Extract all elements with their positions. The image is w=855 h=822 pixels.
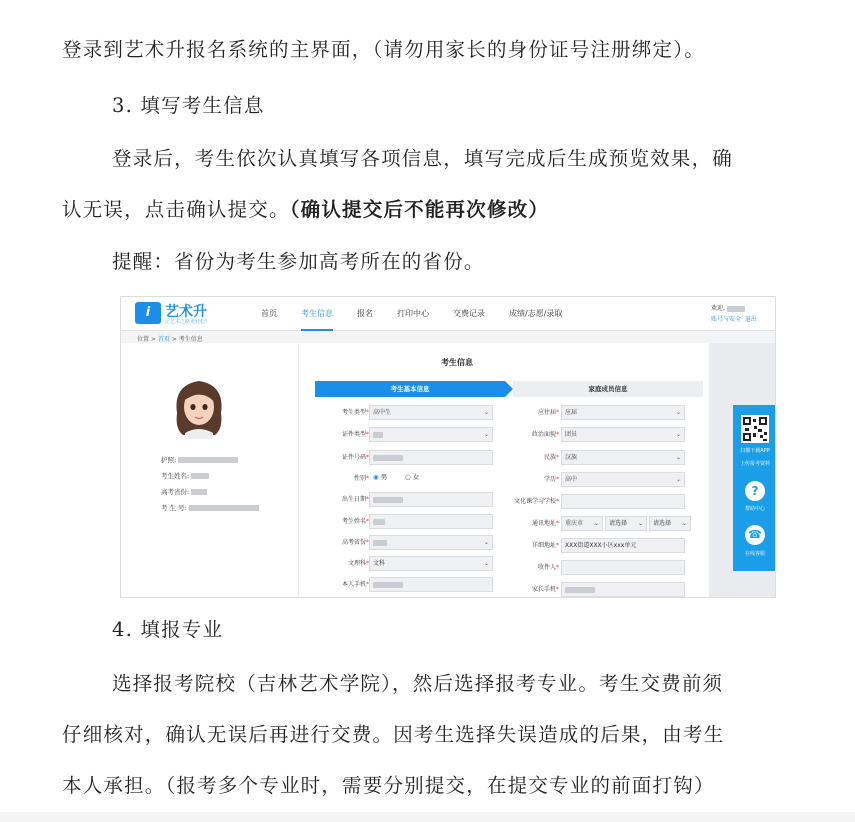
id-type-select[interactable] xyxy=(369,427,493,442)
label-ethnicity: 民族* xyxy=(543,454,559,461)
label-mailing-address: 通讯地址* xyxy=(531,520,559,527)
scan-download-text[interactable]: 扫描下载APP xyxy=(740,448,770,454)
gender-radio-female[interactable]: ○ 女 xyxy=(405,473,420,481)
political-status-select[interactable]: 团员 ⌄ xyxy=(561,427,685,442)
detail-address-input[interactable]: XXX街道XXX小区xxx单元 xyxy=(561,538,685,553)
label-student-type: 考生类型* xyxy=(341,409,369,416)
doc-para3-line2-a: 认无误，点击确认提交。 xyxy=(62,198,290,221)
page-title: 考生信息 xyxy=(441,358,473,367)
label-recipient: 收件人* xyxy=(537,564,559,571)
doc-para4-line1: 选择报考院校（吉林艺术学院），然后选择报考专业。考生交费前须 xyxy=(112,672,724,695)
breadcrumb: 位置 > 首页 > 考生信息 xyxy=(137,336,203,343)
chevron-down-icon: ⌄ xyxy=(483,560,489,567)
chevron-down-icon: ⌄ xyxy=(483,539,489,546)
nav-home[interactable]: 首页 xyxy=(261,309,277,318)
chevron-down-icon: ⌄ xyxy=(675,409,681,416)
logout-link[interactable]: 退出 xyxy=(744,316,757,323)
nav-payment-records[interactable]: 交费记录 xyxy=(453,309,485,318)
profile-column xyxy=(121,343,299,598)
address-district-select[interactable]: 请选择 ⌄ xyxy=(605,516,647,531)
chevron-down-icon: ⌄ xyxy=(483,409,489,416)
chevron-down-icon: ⌄ xyxy=(637,520,643,527)
label-student-name: 考生姓名* xyxy=(341,518,369,525)
doc-para3-line2-b: （确认提交后不能再次修改） xyxy=(289,198,550,221)
gender-radio-male[interactable]: ◉ 男 xyxy=(373,473,388,481)
arts-science-select[interactable]: 文科 ⌄ xyxy=(369,556,493,571)
online-service-text[interactable]: 在线客服 xyxy=(744,551,765,557)
chevron-down-icon: ⌄ xyxy=(675,476,681,483)
doc-reminder: 提醒：省份为考生参加高考所在的省份。 xyxy=(112,250,485,273)
qr-code-icon[interactable] xyxy=(741,415,769,443)
nav-register[interactable]: 报名 xyxy=(357,309,373,318)
label-id-type: 证件类型* xyxy=(341,431,369,438)
chevron-down-icon: ⌄ xyxy=(675,454,681,461)
mobile-input[interactable] xyxy=(369,577,493,592)
label-education: 学历* xyxy=(543,476,559,483)
label-arts-science: 文理科* xyxy=(347,560,369,567)
doc-para3-line1: 登录后，考生依次认真填写各项信息，填写完成后生成预览效果，确 xyxy=(112,147,734,170)
passport-row: 护照: xyxy=(161,455,238,464)
top-bar xyxy=(121,297,776,331)
address-street-select[interactable]: 请选择 ⌄ xyxy=(649,516,691,531)
nav-scores[interactable]: 成绩/志愿/录取 xyxy=(509,309,563,318)
doc-para3-line2 xyxy=(62,200,822,220)
embedded-screenshot xyxy=(120,296,776,598)
account-links xyxy=(711,314,757,323)
doc-para4-line3: 本人承担。（报考多个专业时，需要分别提交，在提交专业的前面打钩） xyxy=(62,774,715,797)
help-icon[interactable]: ? xyxy=(745,481,765,501)
chevron-down-icon: ⌄ xyxy=(593,520,599,527)
recipient-input[interactable] xyxy=(561,560,685,575)
chevron-down-icon: ⌄ xyxy=(675,431,681,438)
label-mobile: 本人手机* xyxy=(341,581,369,588)
section-heading-3: 3. 填写考生信息 xyxy=(112,94,265,117)
label-birth-date: 出生日期* xyxy=(341,496,369,503)
school-input[interactable] xyxy=(561,494,685,509)
avatar-image xyxy=(169,373,229,439)
breadcrumb-home-link[interactable]: 首页 xyxy=(157,336,170,343)
name-row: 考生姓名: xyxy=(161,471,209,480)
nav-print-center[interactable]: 打印中心 xyxy=(397,309,429,318)
student-name-input[interactable] xyxy=(369,514,493,529)
upload-materials-text[interactable]: 上传报考资料 xyxy=(739,461,770,467)
grad-status-select[interactable]: 应届 ⌄ xyxy=(561,405,685,420)
chevron-down-icon: ⌄ xyxy=(483,431,489,438)
customer-service-icon[interactable]: ☎ xyxy=(745,525,765,545)
parent-mobile-input[interactable] xyxy=(561,582,685,597)
label-political-status: 政治面貌* xyxy=(531,431,559,438)
label-exam-province: 高考省份* xyxy=(341,539,369,546)
doc-para4-line2: 仔细核对，确认无误后再进行交费。因考生选择失误造成的后果，由考生 xyxy=(62,723,725,746)
step-family-info[interactable]: 家庭成员信息 xyxy=(513,381,703,397)
welcome-text: 欢迎, xyxy=(711,303,745,312)
radio-unchecked-icon: ○ xyxy=(405,473,411,481)
chevron-down-icon: ⌄ xyxy=(681,520,687,527)
province-row: 高考省份: xyxy=(161,487,207,496)
education-select[interactable]: 高中 ⌄ xyxy=(561,472,685,487)
birth-date-input[interactable] xyxy=(369,492,493,507)
app-slogan: 让艺术之路更轻松! xyxy=(165,319,208,325)
doc-line-1: 登录到艺术升报名系统的主界面，（请勿用家长的身份证号注册绑定）。 xyxy=(62,38,705,61)
address-city-select[interactable]: 重庆市 ⌄ xyxy=(561,516,603,531)
label-id-number: 证件号码* xyxy=(341,454,369,461)
radio-checked-icon: ◉ xyxy=(373,473,379,481)
student-type-select[interactable]: 高中生 ⌄ xyxy=(369,405,493,420)
nav-student-info[interactable]: 考生信息 xyxy=(301,297,333,331)
account-security-link[interactable]: 账号与安全 xyxy=(711,316,742,323)
label-detail-address: 详细地址* xyxy=(531,542,559,549)
page-bottom-strip xyxy=(0,812,855,822)
id-number-input[interactable] xyxy=(369,450,493,465)
help-center-text[interactable]: 帮助中心 xyxy=(744,506,765,512)
step-basic-info[interactable]: 考生基本信息 xyxy=(315,381,505,397)
step-arrow-icon xyxy=(505,381,513,397)
exam-province-select[interactable] xyxy=(369,535,493,550)
side-panel xyxy=(733,405,776,571)
section-heading-4: 4. 填报专业 xyxy=(112,618,224,641)
student-no-row: 考 生 号: xyxy=(161,503,259,512)
label-parent-mobile: 家长手机* xyxy=(531,586,559,593)
label-gender: 性别* xyxy=(353,475,369,482)
ethnicity-select[interactable]: 汉族 ⌄ xyxy=(561,450,685,465)
label-school: 文化课学习学校* xyxy=(513,498,559,505)
logo-icon: i xyxy=(135,302,161,324)
app-name: 艺术升 xyxy=(165,304,207,320)
label-grad-status: 应往届* xyxy=(537,409,559,416)
